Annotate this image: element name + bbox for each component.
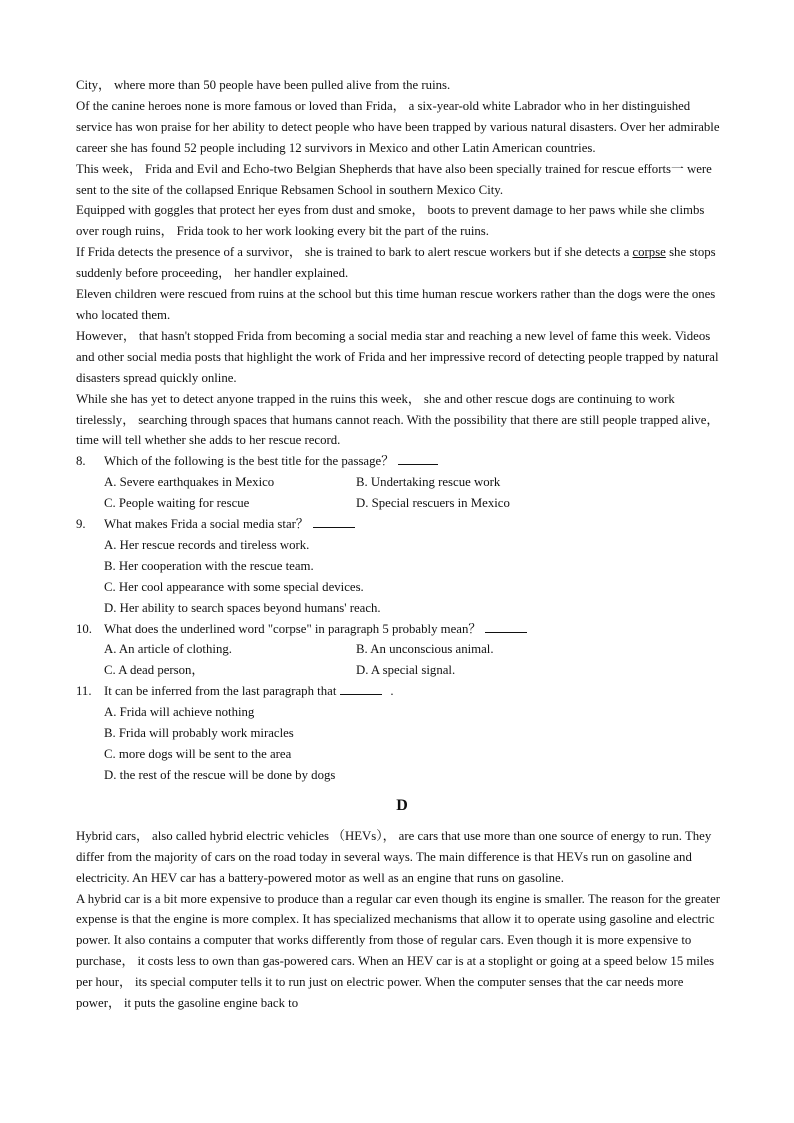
paragraph-4: Equipped with goggles that protect her eyes from dust and smoke， boots to prevent damage to her paws while she climbs over rough ruins， Frida took to her work looking every bit the part of the ruins. [76, 203, 705, 239]
option-d: D. Special rescuers in Mexico [356, 496, 510, 511]
paragraph-d-1: Hybrid cars， also called hybrid electric vehicles （HEVs）， are cars that use more than one source of energy to run. They differ from the majority of cars on the road today in several ways. The main difference is that HEVs run on gasoline and electricity. An HEV car has a battery-powered motor as well as an engine that runs on gasoline. [76, 828, 712, 885]
option-a: A. Her rescue records and tireless work. [104, 537, 310, 552]
question-stem-end: . [390, 684, 394, 699]
paragraph-5 [76, 242, 728, 284]
option-d: D. A special signal. [356, 663, 456, 678]
question-stem: It can be inferred from the last paragraph that [104, 684, 337, 699]
question-stem: What does the underlined word "corpse" in paragraph 5 probably mean？ [104, 621, 482, 636]
option-c: C. People waiting for rescue [104, 496, 250, 511]
paragraph-2: Of the canine heroes none is more famous or loved than Frida， a six-year-old white Labrador who in her distinguished service has won praise for her ability to detect people who have been trapped by various natural disasters. Over her admirable career she has found 52 people including 12 survivors in Mexico and other Latin American countries. [76, 98, 720, 155]
answer-blank[interactable] [398, 452, 438, 465]
question-number: 10. [76, 621, 92, 636]
paragraph-5-text-end: she stops suddenly before proceeding， her handler explained. [76, 245, 716, 281]
underlined-word-corpse: corpse [632, 245, 666, 260]
question-number: 9. [76, 517, 86, 532]
option-a: A. An article of clothing. [104, 642, 232, 657]
question-11 [76, 681, 728, 786]
question-9 [76, 514, 728, 619]
paragraph-7: However， that hasn't stopped Frida from becoming a social media star and reaching a new level of fame this week. Videos and other social media posts that highlight the work of Frida and her impressive record of detecting people trapped by natural disasters spread quickly online. [76, 328, 719, 385]
question-number: 11. [76, 684, 92, 699]
paragraph-3: This week， Frida and Evil and Echo-two Belgian Shepherds that have also been specially trained for rescue efforts一 were sent to the site of the collapsed Enrique Rebsamen School in southern Mexico City. [76, 161, 712, 197]
paragraph-d-2: A hybrid car is a bit more expensive to produce than a regular car even though its engine is smaller. The reason for the greater expense is that the engine is more complex. It has specialized mechanisms that allow it to operate using gasoline and electric power. It also contains a computer that works differently from those of regular cars. Even though it is more expensive to purchase， it costs less to own than gas-powered cars. When an HEV car is at a stoplight or going at a speed below 15 miles per hour， its special computer tells it to run just on electric power. When the computer senses that the car needs more power， it puts the gasoline engine back to [76, 891, 721, 1011]
option-b: B. Her cooperation with the rescue team. [104, 558, 314, 573]
option-b: B. Frida will probably work miracles [104, 726, 294, 741]
question-10 [76, 619, 728, 682]
option-c: C. more dogs will be sent to the area [104, 747, 292, 761]
option-c: C. A dead person， [104, 663, 205, 678]
passage-d [76, 826, 728, 1014]
answer-blank[interactable] [340, 682, 382, 695]
option-b: B. Undertaking rescue work [356, 475, 501, 490]
option-d: D. the rest of the rescue will be done by dogs [104, 767, 336, 782]
paragraph-5-text-start: If Frida detects the presence of a survivor， she is trained to bark to alert rescue workers but if she detects a [76, 245, 633, 260]
document-page [76, 75, 728, 1014]
question-stem: Which of the following is the best title for the passage？ [104, 454, 394, 469]
option-c: C. Her cool appearance with some special devices. [104, 579, 364, 594]
answer-blank[interactable] [485, 620, 527, 633]
option-b: B. An unconscious animal. [356, 642, 494, 657]
paragraph-6: Eleven children were rescued from ruins at the school but this time human rescue workers rather than the dogs were the ones who located them. [76, 287, 716, 322]
section-heading: D [396, 796, 408, 814]
question-8 [76, 451, 728, 514]
passage-c [76, 75, 728, 451]
paragraph-8: While she has yet to detect anyone trapped in the ruins this week， she and other rescue dogs are continuing to work tirelessly， searching through spaces that humans cannot reach. With the possibility that there are still people trapped alive， time will tell whether she adds to her rescue record. [76, 391, 720, 448]
paragraph-1: City， where more than 50 people have been pulled alive from the ruins. [76, 78, 451, 92]
option-a: A. Severe earthquakes in Mexico [104, 475, 275, 490]
option-a: A. Frida will achieve nothing [104, 705, 255, 720]
question-stem: What makes Frida a social media star？ [104, 517, 309, 532]
option-d: D. Her ability to search spaces beyond humans' reach. [104, 600, 381, 615]
question-number: 8. [76, 454, 86, 469]
answer-blank[interactable] [313, 515, 355, 528]
